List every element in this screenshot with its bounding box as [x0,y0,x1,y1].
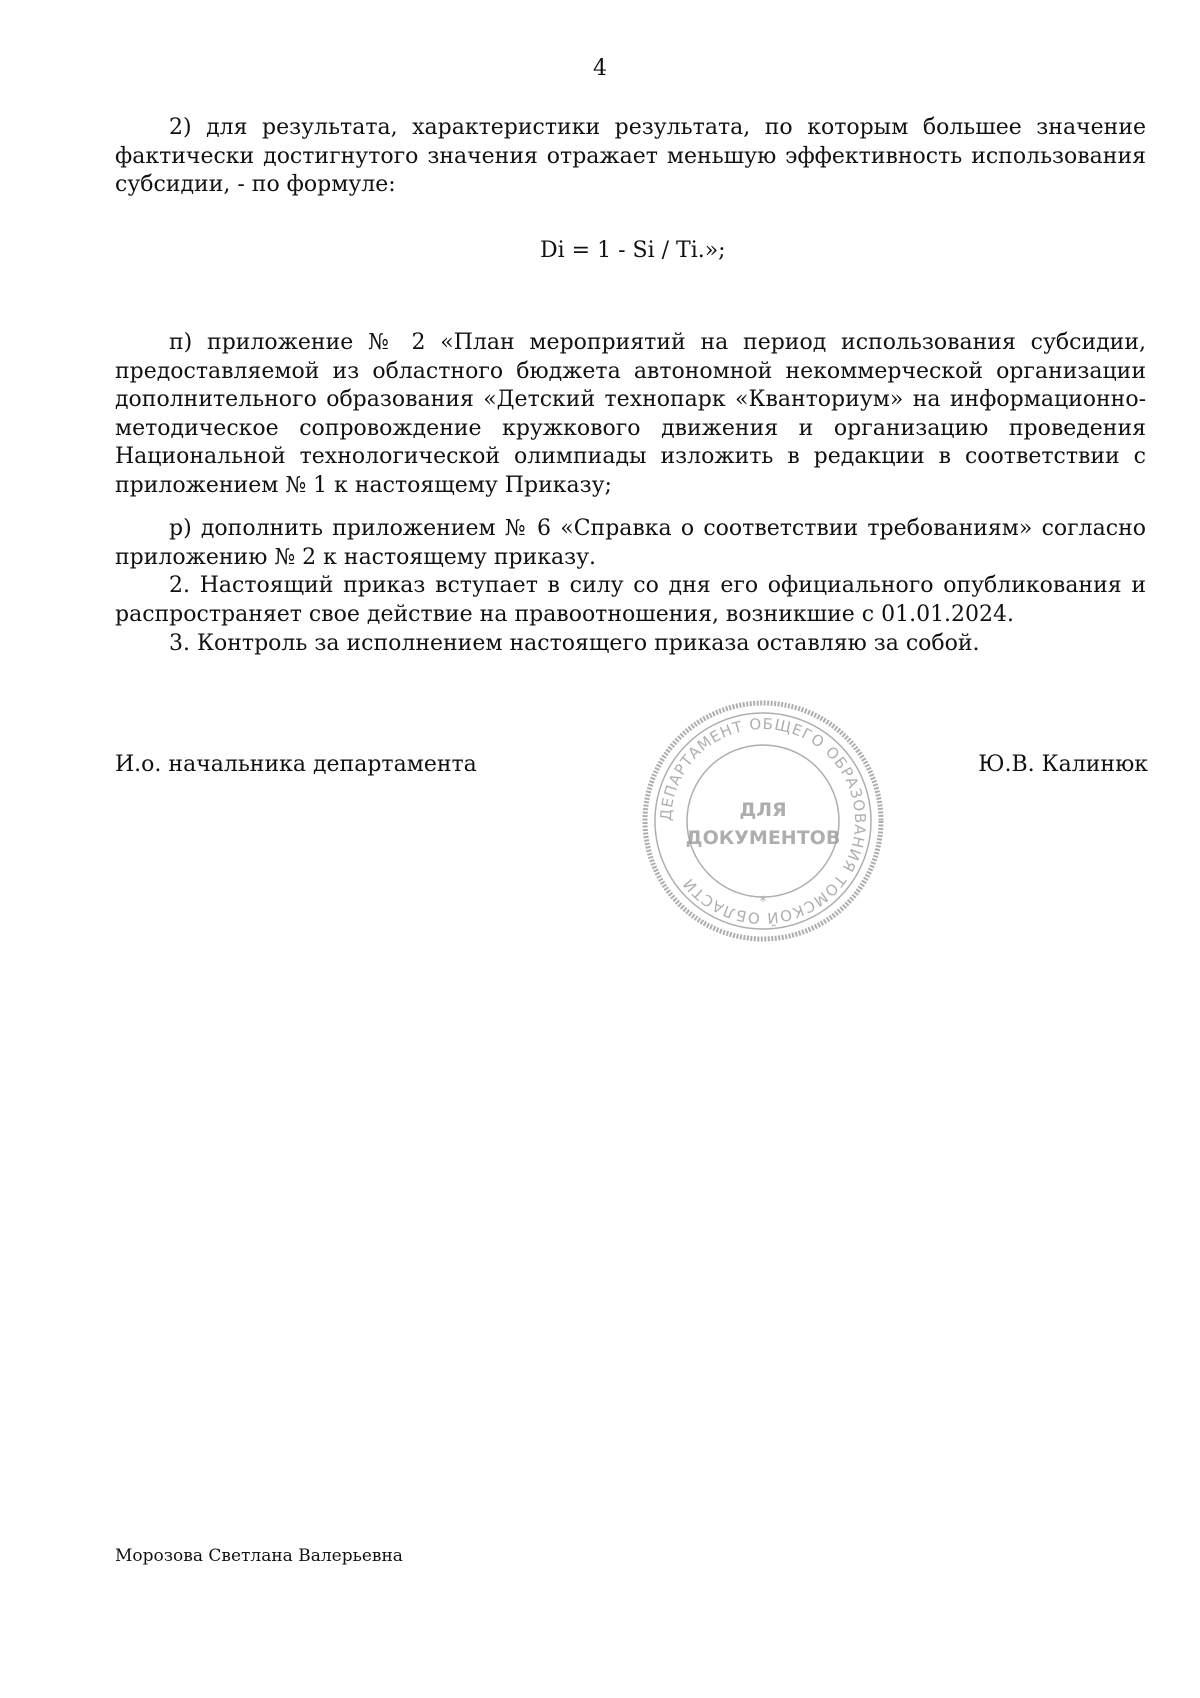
page-number: 4 [593,56,607,81]
signer-name: Ю.В. Калинюк [978,752,1148,777]
svg-text:ДОКУМЕНТОВ: ДОКУМЕНТОВ [685,827,841,849]
paragraph-3: 3. Контроль за исполнением настоящего приказа оставляю за собой. [169,631,980,656]
svg-text:ДЕПАРТАМЕНТ ОБЩЕГО ОБРАЗОВАНИЯ: ДЕПАРТАМЕНТ ОБЩЕГО ОБРАЗОВАНИЯ ТОМСКОЙ ОБЛАСТИ [656,714,870,928]
svg-text:*: * [759,894,767,910]
paragraph-r: р) дополнить приложением № 6 «Справка о соответствии требованиям» согласно приложению № 2 к настоящему приказу. [115,516,1146,570]
formula: Di = 1 - Si / Ti.»; [540,238,726,263]
svg-text:ДЛЯ: ДЛЯ [739,799,787,821]
signer-title: И.о. начальника департамента [115,752,477,777]
official-seal [640,698,886,944]
paragraph-n: п) приложение № 2 «План мероприятий на период использования субсидии, предоставляемой из областного бюджета автономной некоммерческой организации дополнительного образования «Детский технопарк «Кванториум» на информационно-методическое сопровождение кружкового движения и организацию проведения Национальной технологической олимпиады изложить в редакции в соответствии с приложением № 1 к настоящему Приказу; [115,330,1146,498]
paragraph-result-formula: 2) для результата, характеристики результата, по которым большее значение фактически достигнутого значения отражает меньшую эффективность использования субсидии, - по формуле: [115,115,1146,197]
paragraph-2: 2. Настоящий приказ вступает в силу со дня его официального опубликования и распространяет свое действие на правоотношения, возникшие с 01.01.2024. [115,573,1146,627]
executor-name: Морозова Светлана Валерьевна [115,1546,403,1566]
